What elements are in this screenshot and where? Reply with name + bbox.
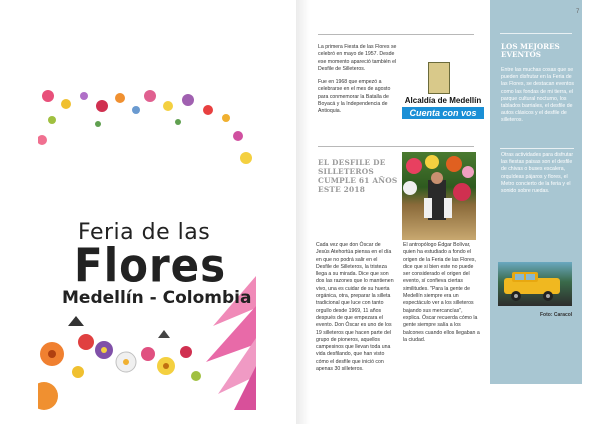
mid-rule [318, 146, 474, 147]
logo-name: Alcaldía de Medellín [404, 96, 482, 105]
page-fold-shadow [296, 0, 310, 424]
sidebar-rule-2 [500, 148, 574, 149]
intro-text [318, 44, 398, 122]
article-column-1: Cada vez que don Óscar de Jesús Atehortúa piensa en el día en que no podrá salir en el Desfile de Silleteros, la tristeza llega a su mirada. Dice que son dos las razones que lo mantienen vivo, una es cuidar de su huerta orgánica, otra, preparar la silleta tradicional que luce con tanto orgullo desde 1969, 11 años después de que empezara el evento. Don Óscar es uno de los 19 silleteros que hacen parte del grupo de pioneros, aquellos campesinos que llevan toda una vida desfilando, que han visto cómo el desfile que inició con apenas 30 silleteros. [316, 242, 394, 373]
sidebar-text-2: Otras actividades para disfrutar las fiestas paisas son el desfile de chivas o buses escalera, orquídeas pájaros y flores, el Metro concierto de la feria y el sonido sobre ruedas. [501, 152, 574, 195]
sidebar-rule [500, 33, 572, 34]
photo-caption: Foto: Caracol [540, 312, 573, 318]
sidebar-heading: LOS MEJORES EVENTOS [501, 42, 560, 60]
logo-slogan: Cuenta con vos [402, 107, 484, 119]
alcaldia-logo [402, 62, 484, 120]
poster-title-line3: Medellín - Colombia [62, 288, 252, 308]
poster-title-line1: Feria de las [78, 220, 211, 245]
classic-car-photo [498, 262, 572, 306]
article-column-2: El antropólogo Édgar Bolívar, quien ha estudiado a fondo el origen de la Feria de las Flores, dice que si bien este no puede ser considerado el origen del evento, sí confieva ciertas similitudes. "Para la gente de Medellín siempre era un espectáculo ver a los silleteros bajando sus mercancías", explica. Óscar recuerda cómo la gente siempre salía a los balcones cuando ellos llegaban a la ciudad. [403, 242, 480, 343]
intro-paragraph-2: Fue en 1968 que empezó a celebrarse en el mes de agosto para conmemorar la Batalla de Boyacá y la Independencia de Antioquia. [318, 79, 391, 115]
coat-of-arms-icon [428, 62, 450, 94]
poster-title [54, 222, 254, 308]
top-rule [318, 34, 474, 35]
page-number: 7 [576, 9, 580, 15]
feria-poster [38, 76, 256, 410]
silletero-photo [402, 152, 476, 240]
intro-paragraph-1: La primera Fiesta de las Flores se celebró en mayo de 1957. Desde ese momento apareció también el Desfile de Silleteros. [318, 44, 397, 72]
poster-title-line2: Flores [74, 238, 227, 293]
sidebar-text-1: Entre las muchas cosas que se pueden disfrutar en la Feria de las Flores, se destacan eventos como las fondas de mi tierra, el parque cultural nocturno, los tablados barriales, el desfile de autos clásicos y el desfile de silleteros. [501, 67, 574, 124]
article-heading: EL DESFILE DE SILLETEROS CUMPLE 61 AÑOS ESTE 2018 [318, 158, 398, 194]
